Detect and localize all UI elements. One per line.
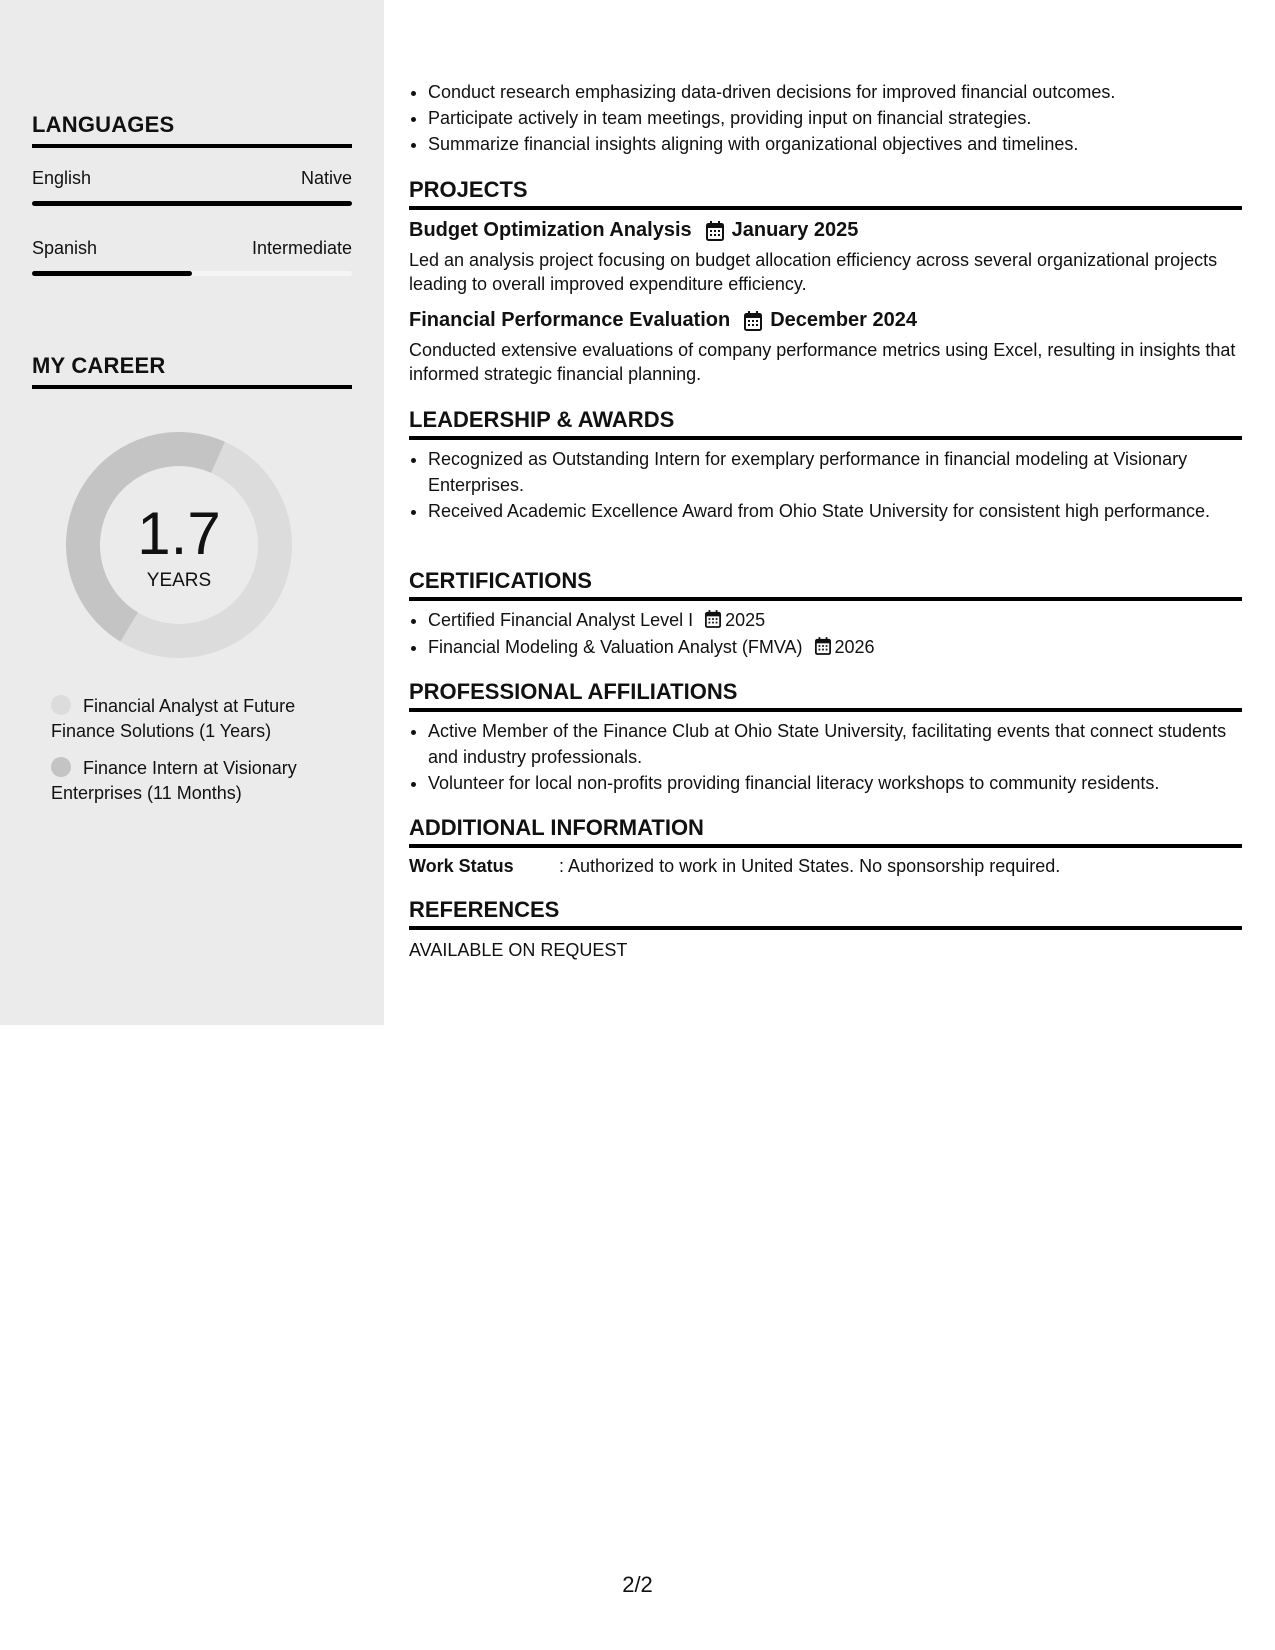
career-total-value: 1.7: [137, 500, 221, 567]
calendar-icon: [744, 311, 762, 331]
references-heading: REFERENCES: [409, 897, 1242, 930]
experience-bullets: [409, 79, 1242, 157]
career-heading: MY CAREER: [32, 353, 352, 389]
sidebar: [0, 0, 384, 1025]
languages-section: [32, 112, 352, 276]
legend-label: Financial Analyst at Future Finance Solutions (1 Years): [51, 696, 296, 741]
language-proficiency-fill: [32, 201, 352, 206]
work-status-value: : Authorized to work in United States. No sponsorship required.: [559, 856, 1061, 876]
projects-heading: PROJECTS: [409, 177, 1242, 210]
project-description: Led an analysis project focusing on budget allocation efficiency across several organizational projects leading to overall improved expenditure efficiency.: [409, 250, 1218, 294]
references-text: AVAILABLE ON REQUEST: [409, 940, 628, 960]
projects-section: [409, 177, 1242, 386]
language-level: Intermediate: [251, 238, 352, 258]
leadership-heading: LEADERSHIP & AWARDS: [409, 407, 1242, 440]
leadership-list: [409, 446, 1242, 524]
project-title-row: [409, 309, 1242, 332]
language-proficiency-bar: [32, 271, 352, 276]
certifications-list: [409, 607, 1242, 661]
certification-name: Certified Financial Analyst Level I: [428, 610, 694, 630]
project-title: Budget Optimization Analysis: [409, 219, 692, 241]
certifications-section: [409, 568, 1242, 661]
donut-center: [66, 432, 292, 658]
list-item: • Conduct research emphasizing data-driven decisions for improved financial outcomes.: [428, 79, 1242, 105]
certifications-heading: CERTIFICATIONS: [409, 568, 1242, 601]
references-section: [409, 897, 1242, 961]
legend-dot: [51, 695, 71, 715]
language-level: Native: [300, 168, 352, 188]
certification-year: 2026: [834, 637, 875, 657]
list-item: • Received Academic Excellence Award from Ohio State University for consistent high performance.: [428, 498, 1242, 524]
list-item: • Participate actively in team meetings, providing input on financial strategies.: [428, 105, 1242, 131]
additional-info-section: [409, 815, 1242, 877]
project-date: January 2025: [731, 219, 859, 241]
language-proficiency-bar: [32, 201, 352, 206]
list-item: • Volunteer for local non-profits providing financial literacy workshops to community residents.: [428, 770, 1242, 796]
languages-heading: LANGUAGES: [32, 112, 352, 148]
affiliations-list: [409, 718, 1242, 796]
list-item: • Summarize financial insights aligning with organizational objectives and timelines.: [428, 131, 1242, 157]
career-donut-chart: [66, 432, 292, 658]
calendar-icon: [705, 610, 721, 628]
language-proficiency-fill: [32, 271, 192, 276]
page-number: 2/2: [622, 1572, 653, 1597]
work-status-label: Work Status: [409, 856, 514, 876]
leadership-section: [409, 407, 1242, 524]
list-item: [428, 607, 1242, 634]
list-item: • Recognized as Outstanding Intern for exemplary performance in financial modeling at Visionary Enterprises.: [428, 446, 1242, 498]
certification-year: 2025: [725, 610, 766, 630]
legend-dot: [51, 757, 71, 777]
list-item: • Active Member of the Finance Club at Ohio State University, facilitating events that connect students and industry professionals.: [428, 718, 1242, 770]
project-description: Conducted extensive evaluations of company performance metrics using Excel, resulting in insights that informed strategic financial planning.: [409, 340, 1236, 384]
list-item: [428, 634, 1242, 661]
career-legend-item: [51, 756, 321, 806]
project-title-row: [409, 219, 1242, 242]
language-row-spanish: [32, 238, 352, 259]
calendar-icon: [815, 637, 831, 655]
project-date: December 2024: [770, 309, 917, 331]
additional-info-heading: ADDITIONAL INFORMATION: [409, 815, 1242, 848]
certification-name: Financial Modeling & Valuation Analyst (FMVA): [428, 637, 803, 657]
work-status-row: [409, 856, 1242, 877]
career-legend-item: [51, 694, 321, 744]
career-total-unit: YEARS: [146, 570, 212, 591]
affiliations-section: [409, 679, 1242, 796]
language-name: Spanish: [32, 238, 98, 258]
project-title: Financial Performance Evaluation: [409, 309, 731, 331]
calendar-icon: [706, 221, 724, 241]
language-row-english: [32, 168, 352, 189]
legend-label: Finance Intern at Visionary Enterprises (11 Months): [51, 758, 297, 803]
affiliations-heading: PROFESSIONAL AFFILIATIONS: [409, 679, 1242, 712]
language-name: English: [32, 168, 92, 188]
career-section: [32, 353, 352, 389]
